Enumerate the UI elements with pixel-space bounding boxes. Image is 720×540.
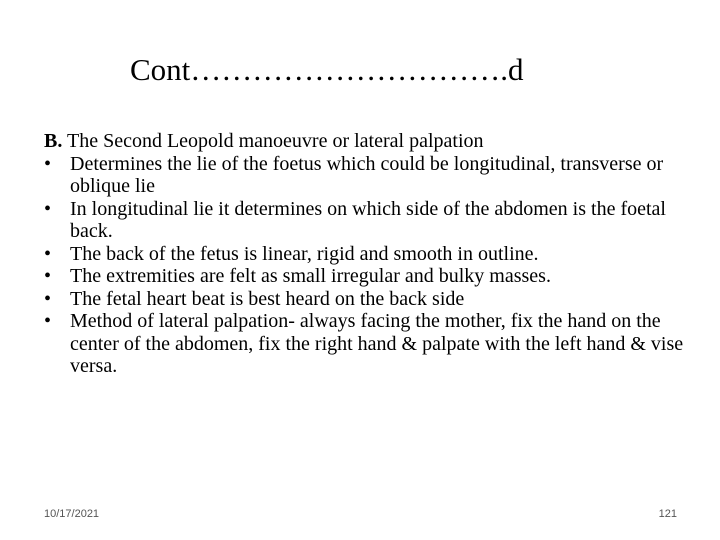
bullet-icon: • xyxy=(44,287,52,310)
bullet-text: The extremities are felt as small irregular and bulky masses. xyxy=(70,265,551,287)
bullet-icon: • xyxy=(44,197,52,220)
section-label: B. xyxy=(44,130,63,152)
list-item xyxy=(44,153,684,198)
list-item xyxy=(44,243,684,266)
list-item xyxy=(44,310,684,378)
bullet-icon: • xyxy=(44,152,52,175)
list-item xyxy=(44,265,684,288)
footer-date: 10/17/2021 xyxy=(44,508,100,520)
bullet-text: The fetal heart beat is best heard on the back side xyxy=(70,287,465,310)
section-heading-text: The Second Leopold manoeuvre or lateral palpation xyxy=(62,130,484,152)
bullet-icon: • xyxy=(44,242,52,265)
slide-body xyxy=(44,130,684,378)
list-item xyxy=(44,288,684,311)
list-item xyxy=(44,198,684,243)
bullet-text: Determines the lie of the foetus which could be longitudinal, transverse or oblique lie xyxy=(70,152,664,197)
bullet-icon: • xyxy=(44,310,52,332)
footer-page-number: 121 xyxy=(658,508,677,520)
bullet-list xyxy=(44,153,684,378)
bullet-text: Method of lateral palpation- always facing the mother, fix the hand on the center of the abdomen, fix the right hand & palpate with the left hand & vise versa. xyxy=(70,310,684,377)
bullet-icon: • xyxy=(44,265,52,287)
bullet-text: In longitudinal lie it determines on which side of the abdomen is the foetal back. xyxy=(70,197,666,242)
bullet-text: The back of the fetus is linear, rigid and smooth in outline. xyxy=(70,242,539,265)
slide-title: Cont………………………….d xyxy=(130,52,524,87)
section-heading xyxy=(44,130,684,153)
